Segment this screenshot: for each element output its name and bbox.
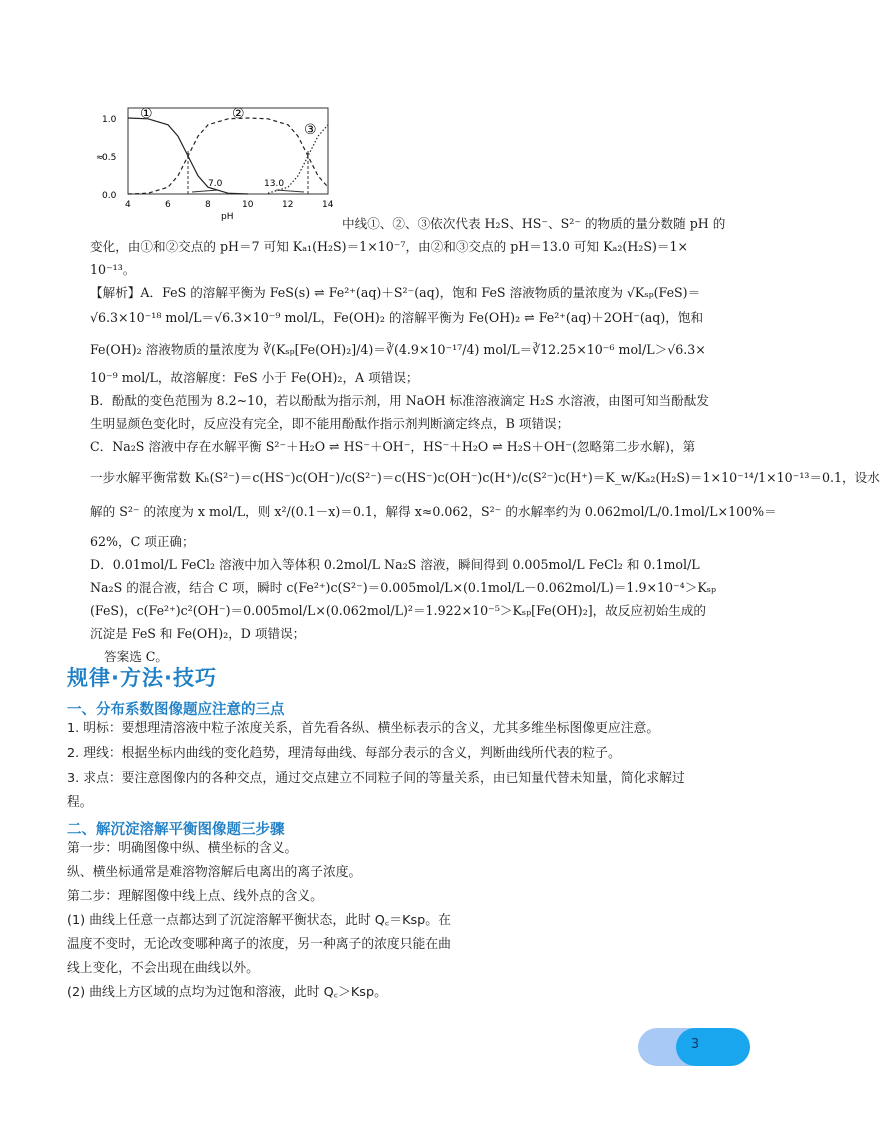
y-axis-label: ≈	[96, 153, 104, 163]
text-line-6: Fe(OH)₂ 溶液物质的量浓度为 ∛(Kₛₚ[Fe(OH)₂]/4)＝∛(4.9×10⁻¹⁷/4) mol/L＝∛12.25×10⁻⁶ mol/L＞√6.3×	[90, 342, 706, 357]
x-tick-6: 6	[165, 200, 171, 210]
method-point-1: 1. 明标：要想理清溶液中粒子浓度关系，首先看各纵、横坐标表示的含义，尤其多维坐标图像更应注意。	[67, 721, 660, 736]
step-2-point-1: (1) 曲线上任意一点都达到了沉淀溶解平衡状态，此时 Q꜀＝Ksp。在	[67, 913, 451, 928]
step-2-point-1-cont-b: 线上变化，不会出现在曲线以外。	[67, 961, 259, 976]
method-point-3-cont: 程。	[67, 795, 93, 810]
y-label-05: 0.5	[102, 153, 117, 163]
annotation-13: 13.0	[264, 179, 285, 189]
page-number: 3	[690, 1037, 700, 1052]
method-point-2: 2. 理线：根据坐标内曲线的变化趋势，理清每曲线、每部分表示的含义，判断曲线所代表的粒子。	[67, 746, 621, 761]
method-point-3: 3. 求点：要注意图像内的各种交点，通过交点建立不同粒子间的等量关系，由已知量代替未知量，简化求解过	[67, 771, 685, 786]
step-2: 第二步：理解图像中线上点、线外点的含义。	[67, 889, 323, 904]
text-line-4: 【解析】A．FeS 的溶解平衡为 FeS(s) ⇌ Fe²⁺(aq)＋S²⁻(aq)，饱和 FeS 溶液物质的量浓度为 √Kₛₚ(FeS)＝	[90, 285, 701, 300]
step-2-point-1-cont-a: 温度不变时，无论改变哪种离子的浓度，另一种离子的浓度只能在曲	[67, 937, 451, 952]
series-line-2	[128, 118, 328, 194]
text-line-5: √6.3×10⁻¹⁸ mol/L＝√6.3×10⁻⁹ mol/L，Fe(OH)₂ 的溶解平衡为 Fe(OH)₂ ⇌ Fe²⁺(aq)＋2OH⁻(aq)，饱和	[90, 310, 704, 325]
text-line-12: 解的 S²⁻ 的浓度为 x mol/L，则 x²/(0.1－x)＝0.1，解得 x≈0.062，S²⁻ 的水解率约为 0.062mol/L/0.1mol/L×100%＝	[90, 504, 777, 519]
subheading-2: 二、解沉淀溶解平衡图像题三步骤	[67, 822, 285, 838]
text-line-14: D．0.01mol/L FeCl₂ 溶液中加入等体积 0.2mol/L Na₂S 溶液，瞬间得到 0.005mol/L FeCl₂ 和 0.1mol/L	[90, 557, 700, 572]
text-line-7: 10⁻⁹ mol/L，故溶解度：FeS 小于 Fe(OH)₂，A 项错误；	[90, 370, 419, 385]
x-axis-label: pH	[221, 212, 234, 222]
arrow-13	[276, 190, 304, 192]
text-line-10: C．Na₂S 溶液中存在水解平衡 S²⁻＋H₂O ⇌ HS⁻＋OH⁻，HS⁻＋H₂O ⇌ H₂S＋OH⁻(忽略第二步水解)，第	[90, 439, 696, 454]
text-line-18: 答案选 C。	[104, 649, 169, 664]
x-tick-10: 10	[242, 200, 254, 210]
step-1-note: 纵、横坐标通常是难溶物溶解后电离出的离子浓度。	[67, 865, 362, 880]
text-line-13: 62%，C 项正确；	[90, 534, 195, 549]
y-label-1: 1.0	[102, 115, 117, 125]
text-line-1: 中线①、②、③依次代表 H₂S、HS⁻、S²⁻ 的物质的量分数随 pH 的	[342, 216, 726, 231]
text-line-11: 一步水解平衡常数 Kₕ(S²⁻)＝c(HS⁻)c(OH⁻)/c(S²⁻)＝c(HS⁻)c(OH⁻)c(H⁺)/c(S²⁻)c(H⁺)＝K_w/Kₐ₂(H₂S)＝1×10⁻¹⁴/1×10⁻¹³＝0.1，设水	[90, 470, 880, 485]
arrow-7	[192, 190, 218, 192]
text-line-8: B．酚酞的变色范围为 8.2~10，若以酚酞为指示剂，用 NaOH 标准溶液滴定 H₂S 水溶液，由图可知当酚酞发	[90, 393, 709, 408]
annotation-7: 7.0	[208, 179, 223, 189]
x-tick-12: 12	[282, 200, 294, 210]
x-tick-8: 8	[205, 200, 211, 210]
section-title: 规律·方法·技巧	[67, 666, 217, 690]
text-line-15: Na₂S 的混合液，结合 C 项，瞬时 c(Fe²⁺)c(S²⁻)＝0.005mol/L×(0.1mol/L－0.062mol/L)＝1.9×10⁻⁴＞Kₛₚ	[90, 580, 717, 595]
step-2-point-2: (2) 曲线上方区域的点均为过饱和溶液，此时 Q꜀＞Ksp。	[67, 985, 387, 1000]
y-label-0: 0.0	[102, 191, 117, 201]
curve-label-3: ③	[304, 122, 317, 138]
subheading-1: 一、分布系数图像题应注意的三点	[67, 702, 285, 718]
x-tick-14: 14	[322, 200, 334, 210]
step-1: 第一步：明确图像中纵、横坐标的含义。	[67, 841, 298, 856]
text-line-9: 生明显颜色变化时，反应没有完全，即不能用酚酞作指示剂判断滴定终点，B 项错误；	[90, 416, 570, 431]
text-line-17: 沉淀是 FeS 和 Fe(OH)₂，D 项错误；	[90, 626, 306, 641]
x-tick-4: 4	[125, 200, 131, 210]
plot-frame	[128, 108, 328, 194]
text-line-3: 10⁻¹³。	[90, 262, 136, 277]
curve-label-2: ②	[232, 106, 245, 122]
distribution-chart	[96, 100, 340, 222]
curve-label-1: ①	[140, 106, 153, 122]
text-line-16: (FeS)，c(Fe²⁺)c²(OH⁻)＝0.005mol/L×(0.062mol/L)²＝1.922×10⁻⁵＞Kₛₚ[Fe(OH)₂]，故反应初始生成的	[90, 603, 707, 618]
text-line-2: 变化，由①和②交点的 pH＝7 可知 Kₐ₁(H₂S)＝1×10⁻⁷，由②和③交点的 pH＝13.0 可知 Kₐ₂(H₂S)＝1×	[90, 239, 689, 254]
